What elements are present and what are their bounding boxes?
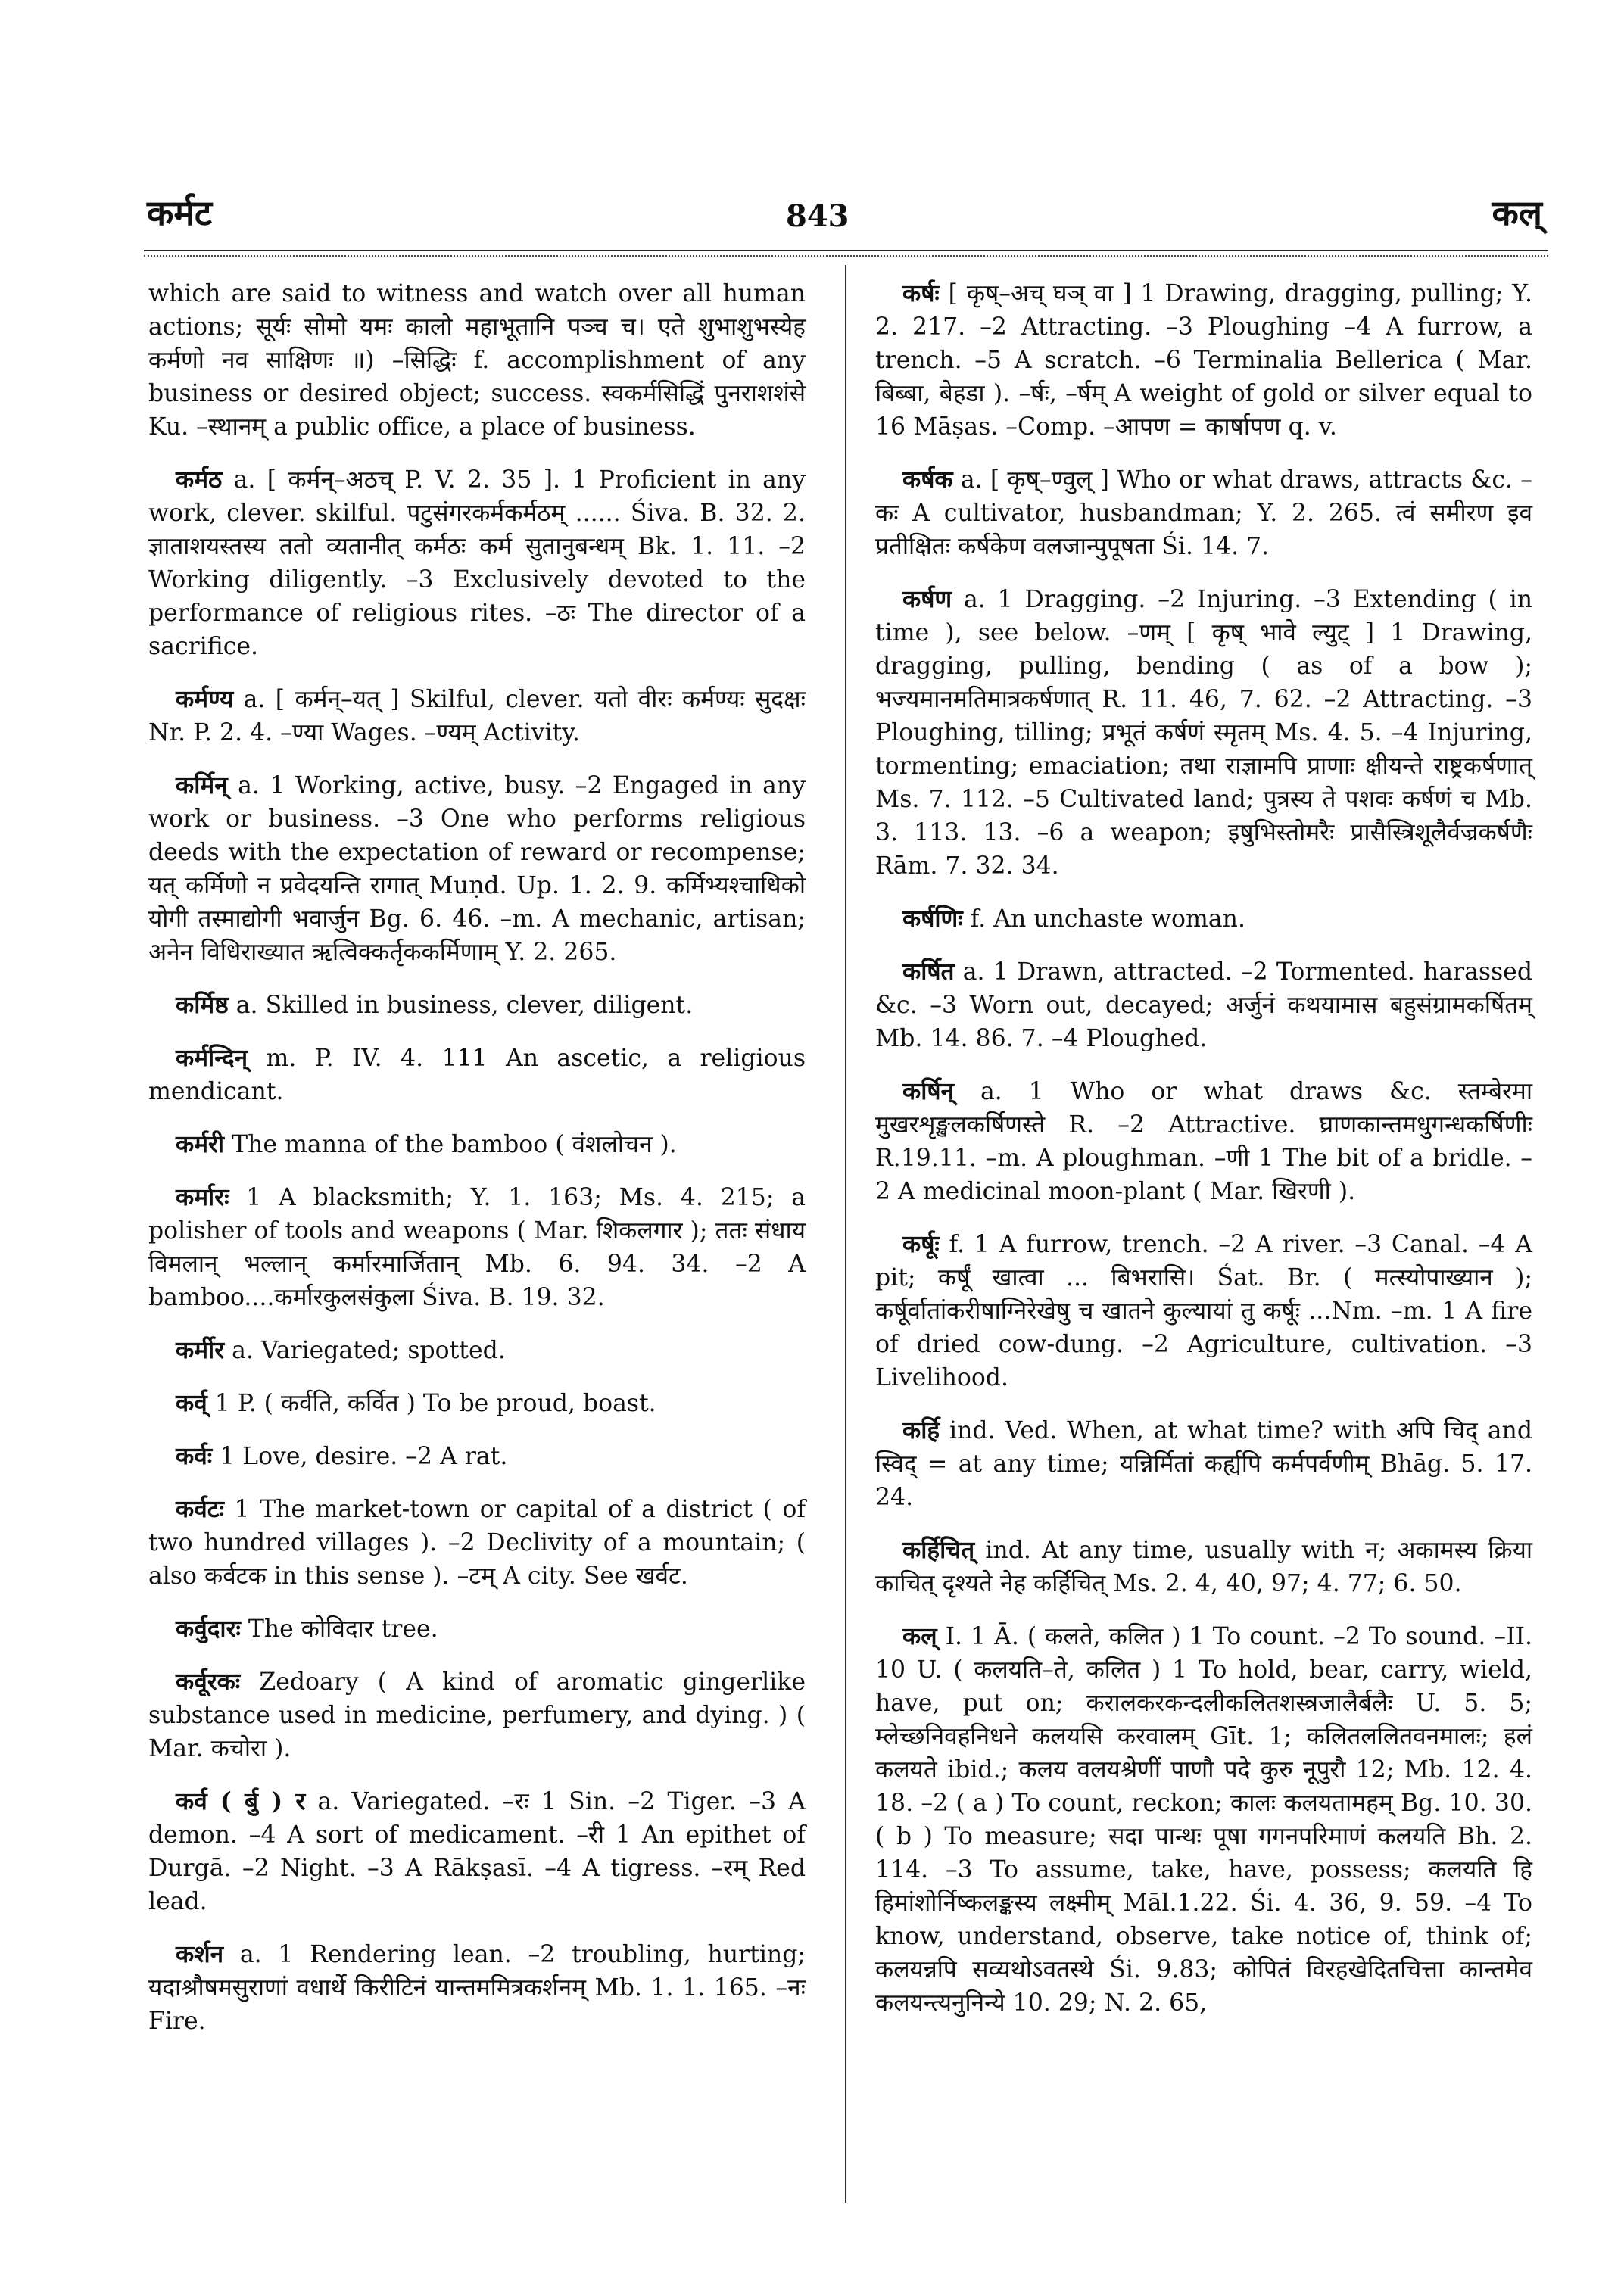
dictionary-entry (148, 1128, 806, 1161)
entry-definition: ind. Ved. When, at what time? with अपि चिद् and स्विद् = at any time; यन्निर्मितां कर्ह्यपि कर्मपर्वणीम् Bhāg. 5. 17. 24. (875, 1417, 1532, 1511)
left-column (148, 277, 806, 2058)
dictionary-entry (875, 1414, 1532, 1514)
entry-definition: 1 P. ( कर्वति, कर्वित ) To be proud, boast. (214, 1390, 656, 1417)
entry-headword: कर्षक (902, 466, 953, 494)
left-guide-word: कर्मट (147, 192, 213, 233)
dictionary-entry (148, 769, 806, 969)
entry-definition: ind. At any time, usually with न; अकामस्य क्रिया काचित् दृश्यते नेह कर्हिचित् Ms. 2. 4, 40, 97; 4. 77; 6. 50. (875, 1537, 1533, 1597)
entry-definition: a. [ कर्मन्–यत् ] Skilful, clever. यतो वीरः कर्मण्यः सुदक्षः Nr. P. 2. 4. –ण्या Wages. –ण्यम् Activity. (148, 686, 806, 746)
dictionary-entry (148, 463, 806, 663)
dictionary-entry (875, 583, 1532, 883)
entry-definition: m. P. IV. 4. 111 An ascetic, a religious mendicant. (148, 1045, 806, 1105)
entry-headword: कर्षः (902, 279, 940, 307)
dictionary-entry (875, 902, 1532, 936)
entry-headword: कर्मठ (176, 466, 223, 494)
entry-headword: कर्शन (176, 1940, 224, 1968)
dictionary-entry (875, 463, 1532, 563)
entry-definition: which are said to witness and watch over all human actions; सूर्यः सोमो यमः कालो महाभूतानि पञ्च च। एते शुभाशुभस्येह कर्मणो नव साक्षिणः ॥) –सिद्धिः f. accomplishment of any business or desired object; success. स्वकर्मसिद्धिं पुनराशशंसे Ku. –स्थानम् a public office, a place of business. (148, 280, 806, 441)
dictionary-entry (148, 1665, 806, 1765)
entry-headword: कर्मरी (176, 1130, 225, 1158)
right-column (875, 277, 1532, 2039)
right-guide-word: कल् (1492, 192, 1542, 233)
header-dotted-rule (144, 255, 1548, 257)
entry-headword: कर्मिष्ठ (176, 991, 229, 1019)
entry-headword: कर्वुदारः (176, 1615, 241, 1643)
entry-definition: The कोविदार tree. (248, 1615, 438, 1643)
entry-headword: कर्षूः (902, 1230, 940, 1258)
column-divider (845, 265, 846, 2203)
entry-definition: f. 1 A furrow, trench. –2 A river. –3 Canal. –4 A pit; कर्षूं खात्वा ... बिभरासि। Śat. Br. ( मत्स्योपाख्यान ); कर्षूर्वातांकरीषाग्निरेखेषु च खातने कुल्यायां तु कर्षूः ...Nm. –m. 1 A fire of dried cow-dung. –2 Agriculture, cultivation. –3 Livelihood. (875, 1231, 1532, 1391)
dictionary-entry (875, 955, 1532, 1055)
entry-headword: कर्हिचित् (902, 1536, 975, 1564)
entry-headword: कर्हि (902, 1416, 940, 1444)
dictionary-entry (875, 277, 1532, 444)
entry-definition: a. 1 Working, active, busy. –2 Engaged in any work or business. –3 One who performs religious deeds with the expectation of reward or recompense; यत् कर्मिणो न प्रवेदयन्ति रागात् Muṇd. Up. 1. 2. 9. कर्मिभ्यश्चाधिको योगी तस्माद्योगी भवार्जुन Bg. 6. 46. –m. A mechanic, artisan; अनेन विधिराख्यात ऋत्विक्कर्तृककर्मिणाम् Y. 2. 265. (148, 772, 806, 966)
dictionary-entry (875, 1075, 1532, 1208)
dictionary-entry (875, 1228, 1532, 1394)
dictionary-entry (148, 1612, 806, 1646)
entry-headword: कर्मारः (176, 1183, 229, 1211)
entry-headword: कर्मिन् (176, 771, 228, 799)
entry-headword: कर्वूरकः (176, 1668, 241, 1696)
entry-headword: कर्षिन् (902, 1077, 955, 1105)
dictionary-entry (148, 1387, 806, 1420)
entry-definition: f. An unchaste woman. (970, 905, 1245, 933)
entry-definition: a. Variegated; spotted. (232, 1337, 506, 1364)
entry-definition: a. 1 Drawn, attracted. –2 Tormented. harassed &c. –3 Worn out, decayed; अर्जुनं कथयामास बहुसंग्रामकर्षितम् Mb. 14. 86. 7. –4 Ploughed. (875, 958, 1532, 1052)
entry-definition: a. 1 Who or what draws &c. स्तम्बेरमा मुखरशृङ्खलकर्षिणस्ते R. –2 Attractive. घ्राणकान्तमधुगन्धकर्षिणीः R.19.11. –m. A ploughman. –णी 1 The bit of a bridle. –2 A medicinal moon-plant ( Mar. खिरणी ). (875, 1078, 1533, 1205)
entry-definition: 1 Love, desire. –2 A rat. (220, 1443, 508, 1470)
entry-definition: a. 1 Rendering lean. –2 troubling, hurting; यदाश्रौषमसुराणां वधार्थे किरीटिनं यान्तममित्रकर्शनम् Mb. 1. 1. 165. –नः Fire. (148, 1941, 806, 2035)
entry-headword: कर्षणिः (902, 905, 963, 933)
entry-definition: a. 1 Dragging. –2 Injuring. –3 Extending ( in time ), see below. –णम् [ कृष् भावे ल्युट् ] 1 Drawing, dragging, pulling, bending ( as of a bow ); भज्यमानमतिमात्रकर्षणात् R. 11. 46, 7. 62. –2 Attracting. –3 Ploughing, tilling; प्रभूतं कर्षणं स्मृतम् Ms. 4. 5. –4 Injuring, tormenting; emaciation; तथा राज्ञामपि प्राणाः क्षीयन्ते राष्ट्रकर्षणात् Ms. 7. 112. –5 Cultivated land; पुत्रस्य ते पशवः कर्षणं च Mb. 3. 113. 13. –6 a weapon; इषुभिस्तोमरैः प्रासैस्त्रिशूलैर्वज्रकर्षणैः Rām. 7. 32. 34. (875, 586, 1532, 880)
entry-definition: a. [ कृष्–ण्वुल् ] Who or what draws, attracts &c. –कः A cultivator, husbandman; Y. 2. 265. त्वं समीरण इव प्रतीक्षितः कर्षकेण वलजान्पुपूषता Śi. 14. 7. (875, 466, 1532, 560)
dictionary-entry (148, 1493, 806, 1593)
entry-definition: a. Variegated. –रः 1 Sin. –2 Tiger. –3 A demon. –4 A sort of medicament. –री 1 An epithet of Durgā. –2 Night. –3 A Rākṣasī. –4 A tigress. –रम् Red lead. (148, 1788, 806, 1915)
entry-definition: a. [ कर्मन्–अठच् P. V. 2. 35 ]. 1 Proficient in any work, clever. skilful. पटुसंगरकर्मकर्मठम् ...... Śiva. B. 32. 2. ज्ञाताशयस्तस्य ततो व्यतानीत् कर्मठः कर्म सुतानुबन्धम् Bk. 1. 11. –2 Working diligently. –3 Exclusively devoted to the performance of religious rites. –ठः The director of a sacrifice. (148, 466, 806, 660)
page-number: 843 (786, 198, 849, 234)
entry-definition: I. 1 Ā. ( कलते, कलित ) 1 To count. –2 To sound. –II. 10 U. ( कलयति–ते, कलित ) 1 To hold, bear, carry, wield, have, put on; करालकरकन्दलीकलितशस्त्रजालैर्बलैः U. 5. 5; म्लेच्छनिवहनिधने कलयसि करवालम् Gīt. 1; कलितललितवनमालः; हलं कलयते ibid.; कलय वलयश्रेणीं पाणौ पदे कुरु नूपुरौ 12; Mb. 12. 4. 18. –2 ( a ) To count, reckon; कालः कलयतामहम् Bg. 10. 30. ( b ) To measure; सदा पान्थः पूषा गगनपरिमाणं कलयति Bh. 2. 114. –3 To assume, take, have, possess; कलयति हि हिमांशोर्निष्कलङ्कस्य लक्ष्मीम् Māl.1.22. Śi. 4. 36, 9. 59. –4 To know, understand, observe, take notice of, think of; कलयन्नपि सव्यथोऽवतस्थे Śi. 9.83; कोपितं विरहखेदितचित्ता कान्तमेव कलयन्त्यनुनिन्ये 10. 29; N. 2. 65, (875, 1623, 1532, 2017)
entry-headword: कर्मन्दिन् (176, 1044, 248, 1072)
dictionary-entry (875, 1620, 1532, 2020)
dictionary-entry (148, 683, 806, 749)
entry-definition: 1 The market-town or capital of a district ( of two hundred villages ). –2 Declivity of a mountain; ( also कर्वटक in this sense ). –टम् A city. See खर्वट. (148, 1496, 806, 1590)
entry-headword: कर्वटः (176, 1495, 224, 1523)
entry-headword: कर्मण्य (176, 685, 234, 713)
dictionary-entry (875, 1534, 1532, 1600)
entry-definition: 1 A blacksmith; Y. 1. 163; Ms. 4. 215; a polisher of tools and weapons ( Mar. शिकलगार ); ततः संधाय विमलान् भल्लान् कर्मारमार्जितान् Mb. 6. 94. 34. –2 A bamboo....कर्मारकुलसंकुला Śiva. B. 19. 32. (148, 1184, 806, 1311)
dictionary-entry (148, 277, 806, 444)
header-rule (144, 250, 1548, 251)
dictionary-entry (148, 1334, 806, 1367)
dictionary-entry (148, 989, 806, 1022)
dictionary-entry (148, 1785, 806, 1918)
dictionary-entry (148, 1181, 806, 1314)
page-header (0, 0, 1624, 257)
entry-headword: कर्षित (902, 958, 955, 986)
entry-headword: कर्व ( र्बु ) र (176, 1787, 306, 1815)
dictionary-entry (148, 1440, 806, 1473)
entry-headword: कर्षण (902, 585, 952, 613)
entry-headword: कर्वः (176, 1442, 213, 1470)
dictionary-entry (148, 1042, 806, 1108)
entry-definition: [ कृष्–अच् घञ् वा ] 1 Drawing, dragging, pulling; Y. 2. 217. –2 Attracting. –3 Ploughing –4 A furrow, a trench. –5 A scratch. –6 Terminalia Bellerica ( Mar. बिब्बा, बेहडा ). –र्षः, –र्षम् A weight of gold or silver equal to 16 Māṣas. –Comp. –आपण = कार्षापण q. v. (875, 280, 1533, 441)
entry-headword: कर्मीर (176, 1336, 225, 1364)
entry-headword: कर्व् (176, 1389, 207, 1417)
entry-definition: Zedoary ( A kind of aromatic gingerlike substance used in medicine, perfumery, and dying. ) ( Mar. कचोरा ). (148, 1668, 806, 1762)
entry-definition: a. Skilled in business, clever, diligent. (235, 992, 694, 1019)
entry-headword: कल् (902, 1622, 937, 1650)
dictionary-entry (148, 1938, 806, 2038)
entry-definition: The manna of the bamboo ( वंशलोचन ). (232, 1131, 677, 1158)
